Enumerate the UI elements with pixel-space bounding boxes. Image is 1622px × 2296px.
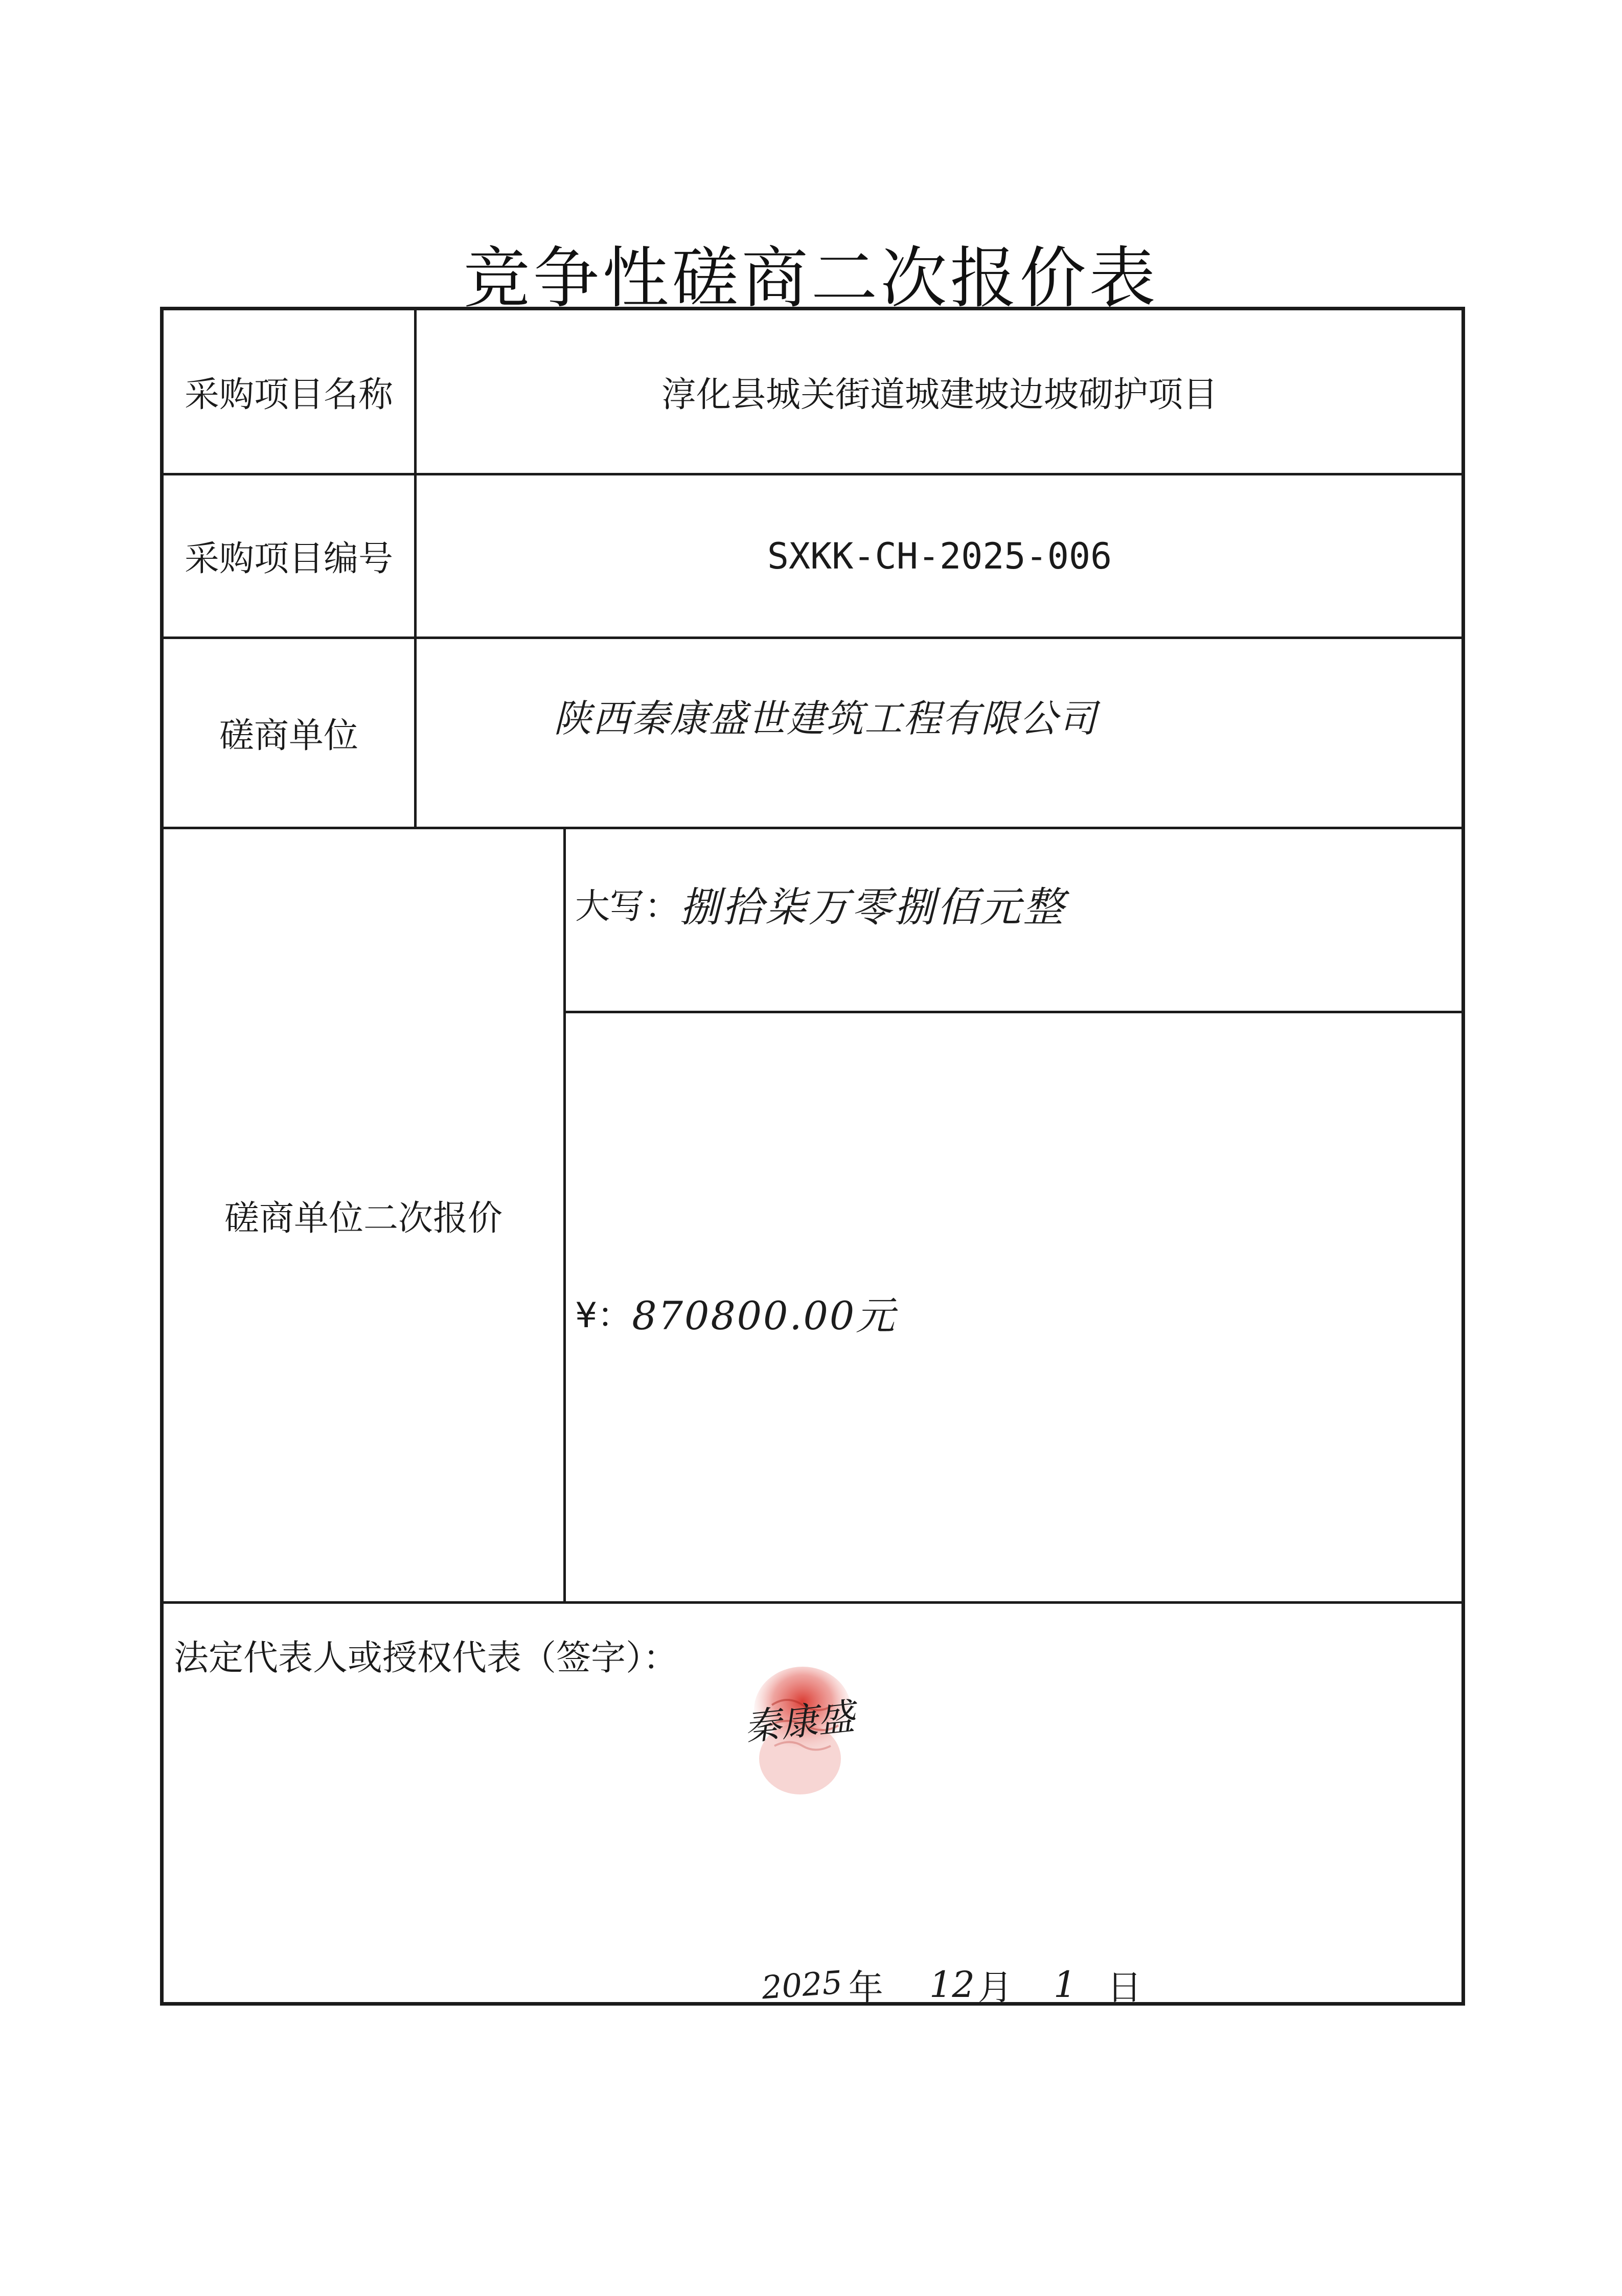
uppercase-prefix: 大写： (575, 886, 680, 927)
uppercase-value: 捌拾柒万零捌佰元整 (679, 883, 1066, 931)
second-quote-label: 磋商单位二次报价 (224, 1198, 502, 1239)
bidder-label: 磋商单位 (219, 716, 358, 756)
bidder-value: 陕西秦康盛世建筑工程有限公司 (554, 697, 1098, 741)
date-day-suffix: 日 (1107, 1967, 1142, 2008)
uppercase-amount (575, 852, 1066, 954)
handwritten-signature: 秦康盛 (742, 1694, 857, 1749)
date-year-suffix: 年 (848, 1967, 883, 2008)
document-title: 竞争性磋商二次报价表 (463, 239, 1159, 317)
date-month-suffix: 月 (977, 1967, 1013, 2008)
numeric-prefix: ¥： (575, 1295, 632, 1336)
signing-date (762, 1954, 1141, 2015)
project-number-value: SXKK-CH-2025-006 (767, 535, 1112, 577)
project-name-label: 采购项目名称 (184, 374, 393, 415)
project-name-value: 淳化县城关街道城建坡边坡砌护项目 (661, 374, 1218, 415)
date-year: 2025 (760, 1963, 844, 2006)
quote-inner-divider (563, 1011, 1463, 1013)
project-number-label: 采购项目编号 (184, 539, 393, 579)
numeric-value: 870800.00元 (632, 1292, 897, 1338)
signature-label: 法定代表人或授权代表（签字）： (174, 1638, 678, 1678)
row-divider (164, 1601, 1463, 1604)
date-day: 1 (1053, 1964, 1077, 2006)
date-month: 12 (929, 1964, 975, 2006)
numeric-amount (575, 1271, 896, 1353)
column-divider (563, 828, 566, 1602)
